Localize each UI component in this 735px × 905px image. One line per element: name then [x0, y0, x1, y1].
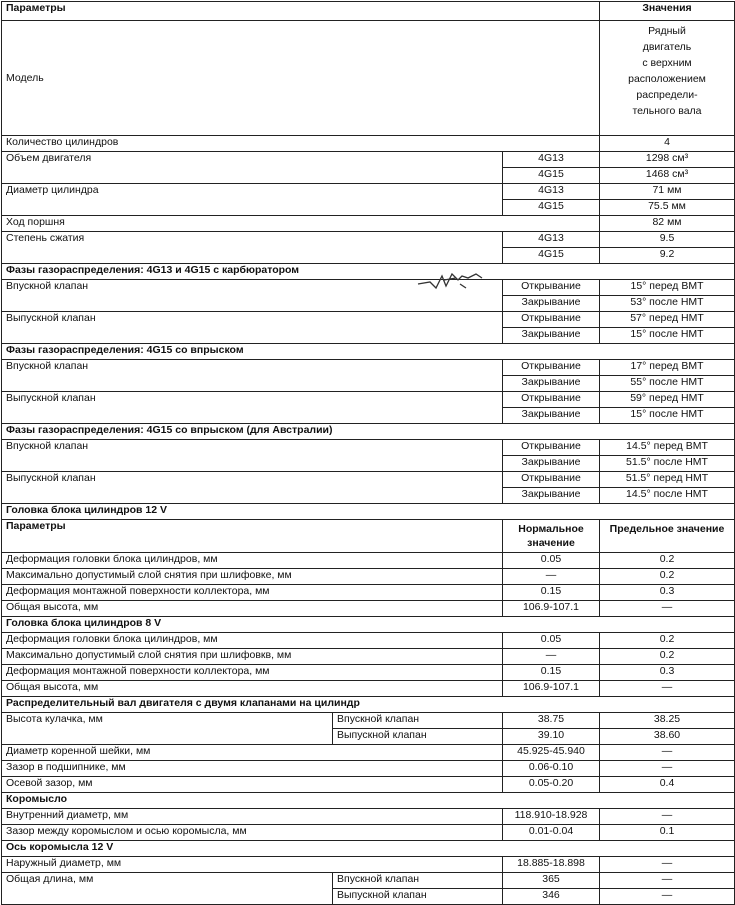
timing-value: 51.5° после НМТ: [600, 456, 735, 472]
spec-table: [1, 1, 735, 905]
event-open: Открывание: [503, 360, 600, 376]
head12-title: Головка блока цилиндров 12 V: [2, 504, 735, 520]
event-open: Открывание: [503, 392, 600, 408]
nominal-value: 118.910-18.928: [503, 809, 600, 825]
nominal-value: 106.9-107.1: [503, 681, 600, 697]
timing-aus-title: Фазы газораспределения: 4G15 со впрыском (для Австралии): [2, 424, 735, 440]
timing-row: [2, 280, 735, 296]
stroke-label: Ход поршня: [2, 216, 600, 232]
head12-subheader-row: [2, 520, 735, 553]
spec-row: [2, 633, 735, 649]
header-values: Значения: [600, 2, 735, 21]
spec-label: Деформация монтажной поверхности коллектора, мм: [2, 585, 503, 601]
model-label: Модель: [2, 21, 600, 136]
spec-label: Деформация монтажной поверхности коллектора, мм: [2, 665, 503, 681]
intake-valve-label: Впускной клапан: [2, 360, 503, 392]
event-close: Закрывание: [503, 376, 600, 392]
event-open: Открывание: [503, 440, 600, 456]
stroke-row: [2, 216, 735, 232]
displacement-label: Объем двигателя: [2, 152, 503, 184]
nominal-value: 0.05: [503, 553, 600, 569]
timing-value: 53° после НМТ: [600, 296, 735, 312]
spec-row: [2, 857, 735, 873]
spec-row: [2, 665, 735, 681]
valve-exhaust: Выпускной клапан: [333, 729, 503, 745]
nominal-value: 0.05: [503, 633, 600, 649]
spec-label: Максимально допустимый слой снятия при шлифовкв, мм: [2, 649, 503, 665]
spec-row: [2, 745, 735, 761]
nominal-value: 38.75: [503, 713, 600, 729]
section-title-row: [2, 697, 735, 713]
head8-title: Головка блока цилиндров 8 V: [2, 617, 735, 633]
spec-label: Общая высота, мм: [2, 681, 503, 697]
valve-intake: Впускной клапан: [333, 873, 503, 889]
spec-row: [2, 585, 735, 601]
engine-4g15: 4G15: [503, 200, 600, 216]
spec-row: [2, 777, 735, 793]
nominal-value: 106.9-107.1: [503, 601, 600, 617]
nominal-value: 0.05-0.20: [503, 777, 600, 793]
nominal-value: —: [503, 569, 600, 585]
section-title-row: [2, 424, 735, 440]
timing-value: 17° перед ВМТ: [600, 360, 735, 376]
limit-value: —: [600, 681, 735, 697]
engine-4g13: 4G13: [503, 232, 600, 248]
cylinders-row: [2, 136, 735, 152]
valve-exhaust: Выпускной клапан: [333, 889, 503, 905]
timing-row: [2, 312, 735, 328]
timing-value: 14.5° перед ВМТ: [600, 440, 735, 456]
spec-label: Осевой зазор, мм: [2, 777, 503, 793]
exhaust-valve-label: Выпускной клапан: [2, 312, 503, 344]
nominal-value: 365: [503, 873, 600, 889]
bore-value: 75.5 мм: [600, 200, 735, 216]
limit-value: 0.2: [600, 649, 735, 665]
limit-value: 0.3: [600, 665, 735, 681]
timing-value: 59° перед НМТ: [600, 392, 735, 408]
limit-value: —: [600, 745, 735, 761]
model-line: расположением: [628, 73, 706, 85]
head12-params-header: Параметры: [2, 520, 503, 553]
spec-row: [2, 809, 735, 825]
nominal-value: 45.925-45.940: [503, 745, 600, 761]
rocker-title: Коромысло: [2, 793, 735, 809]
engine-4g15: 4G15: [503, 168, 600, 184]
limit-value: —: [600, 857, 735, 873]
lobe-height-label: Высота кулачка, мм: [2, 713, 333, 745]
limit-value: 0.2: [600, 553, 735, 569]
event-close: Закрывание: [503, 488, 600, 504]
nominal-value: 0.15: [503, 665, 600, 681]
header-params: Параметры: [2, 2, 600, 21]
limit-value: 0.1: [600, 825, 735, 841]
spec-label: Зазор в подшипнике, мм: [2, 761, 503, 777]
nominal-header: Нормальное значение: [503, 520, 600, 553]
event-open: Открывание: [503, 472, 600, 488]
timing-value: 15° перед ВМТ: [600, 280, 735, 296]
limit-value: 0.2: [600, 569, 735, 585]
nominal-value: 39.10: [503, 729, 600, 745]
nominal-value: —: [503, 649, 600, 665]
spec-label: Диаметр коренной шейки, мм: [2, 745, 503, 761]
total-length-label: Общая длина, мм: [2, 873, 333, 905]
model-line: двигатель: [642, 41, 692, 53]
section-title-row: [2, 264, 735, 280]
section-title-row: [2, 617, 735, 633]
timing-row: [2, 360, 735, 376]
spec-label: Максимально допустимый слой снятия при шлифовке, мм: [2, 569, 503, 585]
limit-value: 0.4: [600, 777, 735, 793]
engine-4g13: 4G13: [503, 184, 600, 200]
engine-4g15: 4G15: [503, 248, 600, 264]
limit-value: —: [600, 601, 735, 617]
event-open: Открывание: [503, 280, 600, 296]
spec-row: [2, 649, 735, 665]
timing-row: [2, 392, 735, 408]
limit-value: —: [600, 761, 735, 777]
exhaust-valve-label: Выпускной клапан: [2, 472, 503, 504]
spec-row: [2, 873, 735, 889]
intake-valve-label: Впускной клапан: [2, 440, 503, 472]
timing-value: 57° перед НМТ: [600, 312, 735, 328]
spec-label: Общая высота, мм: [2, 601, 503, 617]
spec-row: [2, 569, 735, 585]
nominal-value: 346: [503, 889, 600, 905]
model-line: с верхним: [642, 57, 692, 69]
displacement-value: 1468 см³: [600, 168, 735, 184]
intake-valve-label: Впускной клапан: [2, 280, 503, 312]
timing-value: 55° после НМТ: [600, 376, 735, 392]
compression-row: [2, 232, 735, 248]
cylinders-label: Количество цилиндров: [2, 136, 600, 152]
model-row: [2, 21, 735, 136]
camshaft-title: Распределительный вал двигателя с двумя клапанами на цилиндр: [2, 697, 735, 713]
section-title-row: [2, 793, 735, 809]
event-close: Закрывание: [503, 296, 600, 312]
limit-value: 38.25: [600, 713, 735, 729]
event-close: Закрывание: [503, 328, 600, 344]
header-row: [2, 2, 735, 21]
spec-row: [2, 553, 735, 569]
spec-row: [2, 681, 735, 697]
model-line: тельного вала: [632, 105, 702, 117]
spec-row: [2, 713, 735, 729]
section-title-row: [2, 841, 735, 857]
spec-row: [2, 761, 735, 777]
timing-value: 15° после НМТ: [600, 408, 735, 424]
limit-value: —: [600, 889, 735, 905]
spec-row: [2, 825, 735, 841]
bore-label: Диаметр цилиндра: [2, 184, 503, 216]
timing-value: 14.5° после НМТ: [600, 488, 735, 504]
limit-value: 0.2: [600, 633, 735, 649]
displacement-value: 1298 см³: [600, 152, 735, 168]
model-line: Рядный: [648, 25, 686, 37]
nominal-value: 18.885-18.898: [503, 857, 600, 873]
cylinders-value: 4: [600, 136, 735, 152]
timing-inj-title: Фазы газораспределения: 4G15 со впрыском: [2, 344, 735, 360]
rocker-shaft-title: Ось коромысла 12 V: [2, 841, 735, 857]
model-line: распредели-: [636, 89, 698, 101]
limit-value: —: [600, 809, 735, 825]
section-title-row: [2, 344, 735, 360]
valve-intake: Впускной клапан: [333, 713, 503, 729]
section-title-row: [2, 504, 735, 520]
compression-value: 9.2: [600, 248, 735, 264]
spec-label: Деформация головки блока цилиндров, мм: [2, 553, 503, 569]
bore-row: [2, 184, 735, 200]
spec-label: Деформация головки блока цилиндров, мм: [2, 633, 503, 649]
limit-value: —: [600, 873, 735, 889]
limit-value: 38.60: [600, 729, 735, 745]
compression-value: 9.5: [600, 232, 735, 248]
compression-label: Степень сжатия: [2, 232, 503, 264]
timing-value: 15° после НМТ: [600, 328, 735, 344]
timing-carb-title: Фазы газораспределения: 4G13 и 4G15 с карбюратором: [2, 264, 735, 280]
limit-header: Предельное значение: [600, 520, 735, 553]
stroke-value: 82 мм: [600, 216, 735, 232]
bore-value: 71 мм: [600, 184, 735, 200]
event-open: Открывание: [503, 312, 600, 328]
engine-4g13: 4G13: [503, 152, 600, 168]
displacement-row: [2, 152, 735, 168]
timing-row: [2, 472, 735, 488]
limit-value: 0.3: [600, 585, 735, 601]
model-value: [600, 21, 735, 136]
nominal-value: 0.15: [503, 585, 600, 601]
timing-value: 51.5° перед НМТ: [600, 472, 735, 488]
spec-label: Зазор между коромыслом и осью коромысла, мм: [2, 825, 503, 841]
event-close: Закрывание: [503, 456, 600, 472]
spec-row: [2, 601, 735, 617]
nominal-value: 0.06-0.10: [503, 761, 600, 777]
exhaust-valve-label: Выпускной клапан: [2, 392, 503, 424]
event-close: Закрывание: [503, 408, 600, 424]
spec-label: Наружный диаметр, мм: [2, 857, 503, 873]
nominal-value: 0.01-0.04: [503, 825, 600, 841]
spec-label: Внутренний диаметр, мм: [2, 809, 503, 825]
timing-row: [2, 440, 735, 456]
